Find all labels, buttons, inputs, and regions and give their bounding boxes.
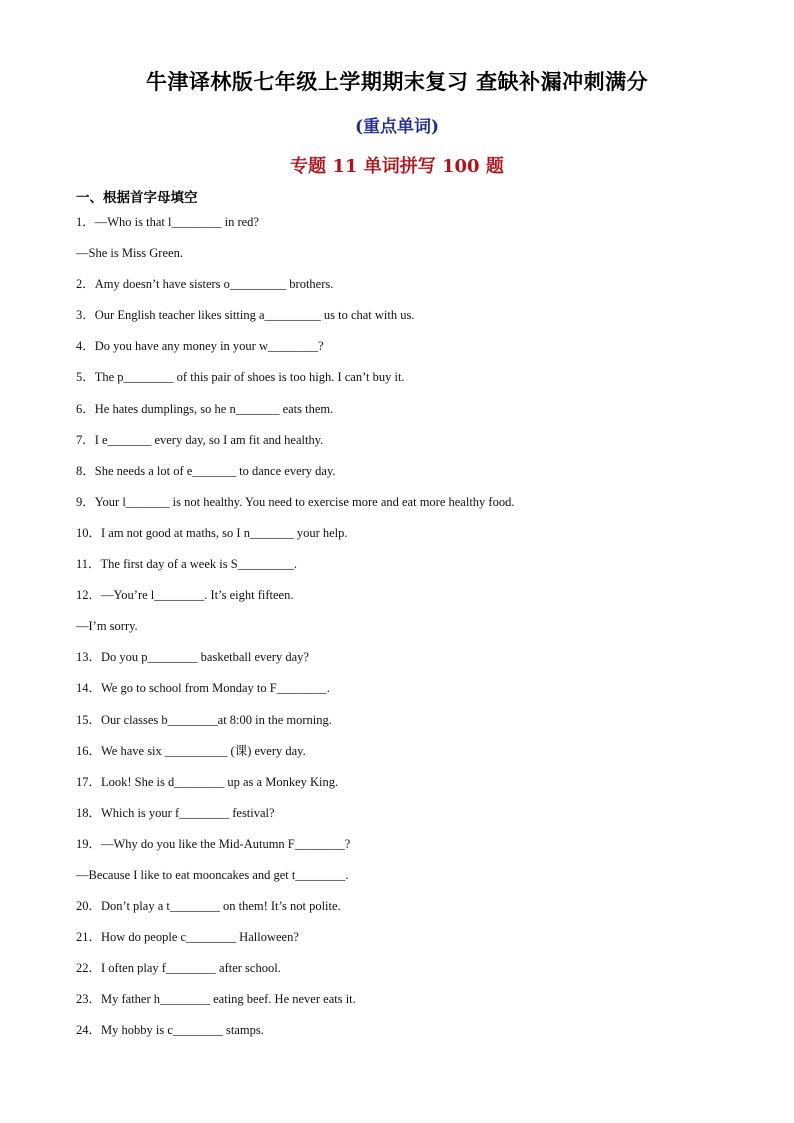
page-subtitle: (重点单词) bbox=[354, 117, 440, 137]
question-line: 5．The p________ of this pair of shoes is too high. I can’t buy it. bbox=[76, 370, 405, 385]
answer-line: —She is Miss Green. bbox=[76, 246, 183, 261]
question-line: 3．Our English teacher likes sitting a_________ us to chat with us. bbox=[76, 308, 415, 323]
question-line: 16．We have six __________ (课) every day. bbox=[76, 743, 306, 758]
question-line: 8．She needs a lot of e_______ to dance every day. bbox=[76, 463, 336, 478]
question-line: 20．Don’t play a t________ on them! It’s not polite. bbox=[76, 899, 341, 914]
question-line: 10．I am not good at maths, so I n_______ your help. bbox=[76, 525, 348, 540]
question-line: 12．—You’re l________. It’s eight fifteen. bbox=[76, 588, 294, 603]
question-line: 2．Amy doesn’t have sisters o_________ brothers. bbox=[76, 277, 334, 292]
question-line: 23．My father h________ eating beef. He never eats it. bbox=[76, 992, 356, 1007]
answer-line: —Because I like to eat mooncakes and get t________. bbox=[76, 867, 349, 882]
question-line: 22．I often play f________ after school. bbox=[76, 961, 281, 976]
question-list bbox=[76, 212, 736, 1052]
question-line: 9．Your l_______ is not healthy. You need to exercise more and eat more healthy food. bbox=[76, 494, 515, 509]
page-title: 牛津译林版七年级上学期期末复习 查缺补漏冲刺满分 bbox=[145, 69, 649, 94]
question-line: 14．We go to school from Monday to F________. bbox=[76, 681, 330, 696]
question-line: 6．He hates dumplings, so he n_______ eats them. bbox=[76, 401, 334, 416]
answer-line: —I’m sorry. bbox=[76, 619, 138, 634]
question-line: 7．I e_______ every day, so I am fit and healthy. bbox=[76, 432, 324, 447]
section-heading: 一、根据首字母填空 bbox=[76, 190, 198, 206]
question-line: 19．—Why do you like the Mid-Autumn F________? bbox=[76, 836, 351, 851]
question-line: 11．The first day of a week is S_________. bbox=[76, 557, 298, 572]
question-line: 1．—Who is that l________ in red? bbox=[76, 215, 259, 229]
question-line: 18．Which is your f________ festival? bbox=[76, 805, 275, 820]
question-line: 13．Do you p________ basketball every day? bbox=[76, 650, 309, 665]
question-line: 17．Look! She is d________ up as a Monkey King. bbox=[76, 774, 339, 789]
topic-heading: 专题 11 单词拼写 100 题 bbox=[290, 156, 504, 177]
question-line: 4．Do you have any money in your w________? bbox=[76, 339, 324, 354]
question-line: 15．Our classes b________at 8:00 in the morning. bbox=[76, 712, 332, 727]
question-line: 21．How do people c________ Halloween? bbox=[76, 930, 299, 945]
question-line: 24．My hobby is c________ stamps. bbox=[76, 1023, 264, 1038]
